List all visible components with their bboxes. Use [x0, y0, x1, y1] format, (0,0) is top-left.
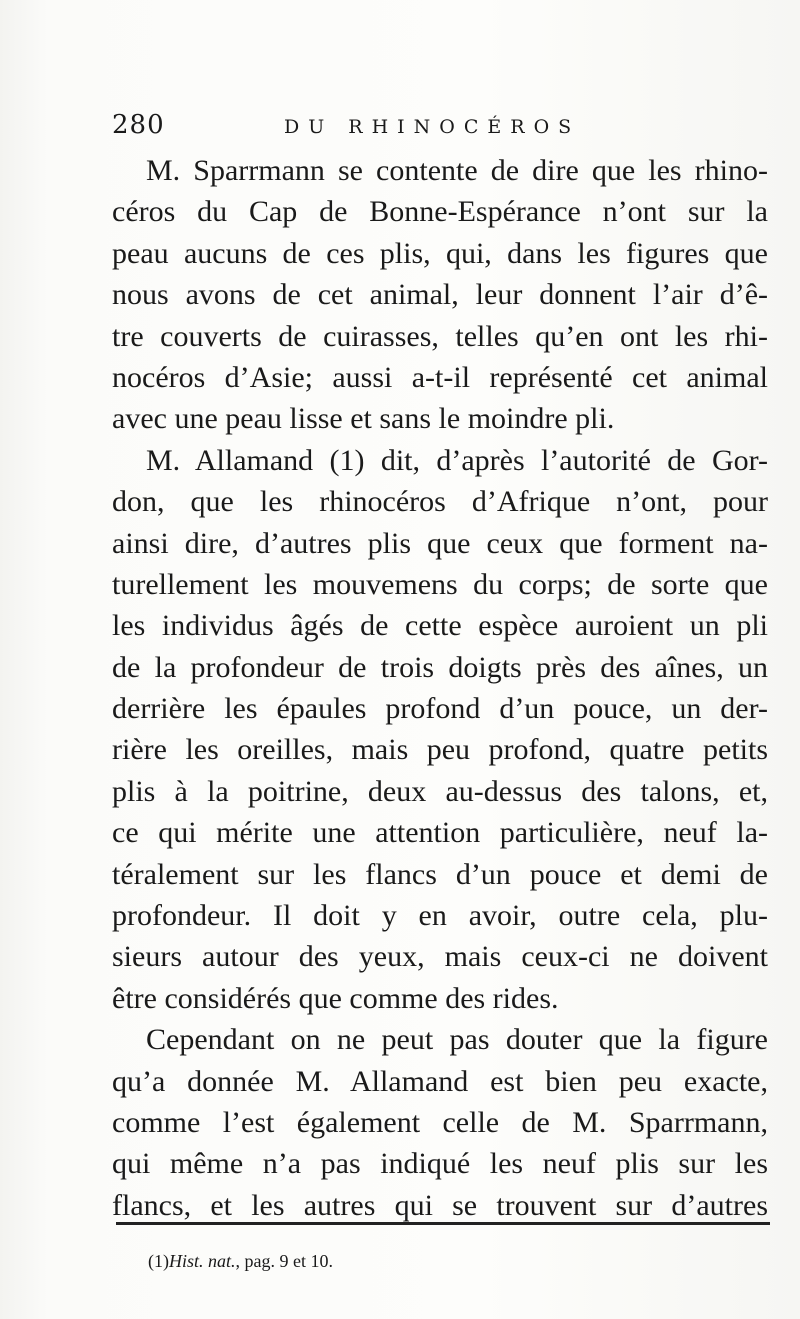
text-line: nous avons de cet animal, leur donnent l’air d’ê- [112, 278, 768, 312]
footnote-marker: (1) [148, 1251, 169, 1271]
footnote-text: , pag. 9 et 10. [235, 1251, 333, 1271]
text-line: ainsi dire, d’autres plis que ceux que forment na- [112, 526, 768, 560]
text-line: de la profondeur de trois doigts près des aînes, un [112, 650, 768, 684]
text-line: avec une peau lisse et sans le moindre pli. [112, 402, 615, 436]
text-line: plis à la poitrine, deux au-dessus des talons, et, [112, 774, 768, 808]
text-line: peau aucuns de ces plis, qui, dans les figures que [112, 236, 768, 270]
text-line: qu’a donnée M. Allamand est bien peu exacte, [112, 1064, 768, 1098]
text-line: les individus âgés de cette espèce auroient un pli [112, 609, 768, 643]
running-head: DU RHINOCÉROS [284, 116, 581, 138]
text-line: derrière les épaules profond d’un pouce, un der- [112, 692, 768, 726]
text-line: sieurs autour des yeux, mais ceux-ci ne doivent [112, 940, 768, 974]
text-line: profondeur. Il doit y en avoir, outre cela, plu- [112, 899, 768, 933]
text-line: flancs, et les autres qui se trouvent sur d’autres [112, 1188, 768, 1222]
text-line: céros du Cap de Bonne-Espérance n’ont sur la [112, 195, 768, 229]
text-line: M. Allamand (1) dit, d’après l’autorité de Gor- [146, 443, 768, 477]
page-number: 280 [112, 110, 165, 140]
text-line: M. Sparrmann se contente de dire que les rhino- [146, 154, 768, 187]
text-line: Cependant on ne peut pas douter que la figure [146, 1023, 768, 1057]
text-line: nocéros d’Asie; aussi a-t-il représenté cet animal [112, 360, 768, 394]
text-line: téralement sur les flancs d’un pouce et demi de [112, 857, 768, 891]
text-line: être considérés que comme des rides. [112, 981, 559, 1015]
text-line: don, que les rhinocéros d’Afrique n’ont, pour [112, 485, 768, 519]
text-line: tre couverts de cuirasses, telles qu’en ont les rhi- [112, 319, 768, 353]
text-line: qui même n’a pas indiqué les neuf plis sur les [112, 1147, 768, 1181]
footnote [148, 1251, 333, 1272]
footnote-divider [116, 1222, 770, 1225]
page-header [112, 110, 768, 150]
text-line: comme l’est également celle de M. Sparrmann, [112, 1105, 768, 1139]
text-line: ce qui mérite une attention particulière, neuf la- [112, 816, 768, 850]
text-line: turellement les mouvemens du corps; de sorte que [112, 567, 768, 601]
footnote-source: Hist. nat. [169, 1251, 236, 1271]
text-line: rière les oreilles, mais peu profond, quatre petits [112, 733, 768, 767]
body-text [112, 150, 768, 1226]
